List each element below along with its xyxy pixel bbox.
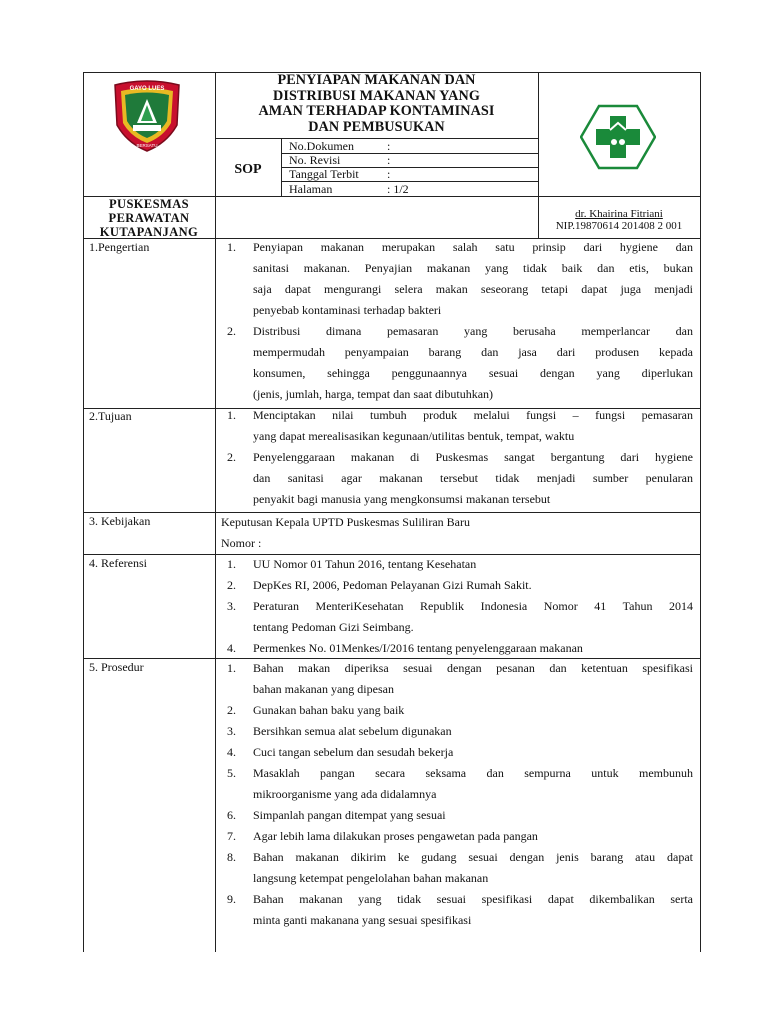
list-item-line: UU Nomor 01 Tahun 2016, tentang Kesehatan (253, 557, 477, 571)
left-logo-text: GAYO LUES (129, 86, 165, 92)
list-item (221, 763, 693, 805)
list-item-number: 1. (227, 557, 236, 571)
list-item-line: langsung ketempat pengelolahan bahan makanan (253, 871, 489, 885)
section-content-referensi (221, 554, 693, 659)
section-label-pengertian: 1.Pengertian (89, 240, 150, 254)
list-item (221, 658, 693, 700)
organization-name (83, 197, 215, 239)
section-label-prosedur: 5. Prosedur (89, 660, 144, 674)
document-title (215, 73, 538, 135)
section-content-prosedur (221, 658, 693, 931)
list-item (221, 321, 693, 405)
list-item-line: Bersihkan semua alat sebelum digunakan (253, 724, 452, 738)
org-line: KUTAPANJANG (99, 225, 199, 239)
list-item-number: 4. (227, 641, 236, 655)
list-item (221, 742, 693, 763)
title-line: AMAN TERHADAP KONTAMINASI (258, 103, 495, 119)
list-item-line: Permenkes No. 01Menkes/I/2016 tentang penyelenggaraan makanan (253, 641, 583, 655)
list-item-line: DepKes RI, 2006, Pedoman Pelayanan Gizi Rumah Sakit. (253, 578, 532, 592)
list-item (221, 721, 693, 742)
list-item (221, 596, 693, 638)
list-item-line: dan sanitasi agar makanan tersebut tidak menjadi sumber penularan (253, 471, 693, 485)
meta-halaman (289, 182, 409, 197)
list-item-line: saja dapat mengurangi selera makan seseorang tetapi dapat juga menjadi (253, 282, 693, 296)
list-item-number: 4. (227, 745, 236, 759)
title-line: PENYIAPAN MAKANAN DAN (277, 72, 476, 88)
section-content-tujuan (221, 405, 693, 510)
list-item (221, 237, 693, 321)
title-line: DAN PEMBUSUKAN (308, 118, 445, 135)
meta-label: No.Dokumen (289, 139, 354, 153)
list-item (221, 805, 693, 826)
list-item (221, 826, 693, 847)
section-label-tujuan: 2.Tujuan (89, 409, 132, 423)
list-item-line: minta ganti makanana yang sesuai spesifikasi (253, 913, 472, 927)
list-item (221, 447, 693, 510)
list-item-line: Distribusi dimana pemasaran yang berusaha memperlancar dan (253, 324, 693, 338)
list-item-number: 9. (227, 892, 236, 906)
numbered-list (221, 554, 693, 659)
meta-value: : 1/2 (387, 182, 409, 196)
list-item-line: konsumen, sehingga penggunaannya sesuai dengan yang diperlukan (253, 366, 693, 380)
list-item (221, 575, 693, 596)
numbered-list (221, 405, 693, 510)
meta-value: : (387, 139, 391, 153)
list-item (221, 638, 693, 659)
list-item-number: 1. (227, 240, 236, 254)
sop-label: SOP (234, 162, 262, 177)
title-line: DISTRIBUSI MAKANAN YANG (273, 87, 480, 104)
numbered-list (221, 658, 693, 931)
section-content-kebijakan (221, 512, 693, 554)
section-label-referensi: 4. Referensi (89, 556, 147, 570)
list-item-number: 5. (227, 766, 236, 780)
list-item-line: Bahan makan diperiksa sesuai dengan pesanan dan ketentuan spesifikasi (253, 661, 693, 675)
list-item-number: 2. (227, 703, 236, 717)
section-label-kebijakan: 3. Kebijakan (89, 514, 151, 528)
list-item-line: Gunakan bahan baku yang baik (253, 703, 405, 717)
list-item-line: (jenis, jumlah, harga, tempat dan saat dibutuhkan) (253, 387, 494, 401)
list-item-line: mikroorganisme yang ada didalamnya (253, 787, 437, 801)
list-item (221, 405, 693, 447)
meta-label: Tanggal Terbit (289, 167, 359, 181)
policy-line: Keputusan Kepala UPTD Puskesmas Suliliran Baru (221, 515, 470, 529)
meta-label: No. Revisi (289, 153, 341, 167)
gayo-lues-logo (107, 79, 187, 154)
list-item-number: 2. (227, 450, 236, 464)
list-item-number: 1. (227, 661, 236, 675)
signatory-nip: NIP.19870614 201408 2 001 (555, 220, 683, 232)
org-line: PERAWATAN (108, 211, 190, 225)
list-item-line: Peraturan MenteriKesehatan Republik Indonesia Nomor 41 Tahun 2014 (253, 599, 693, 613)
sop-document (83, 72, 700, 952)
list-item (221, 554, 693, 575)
list-item-line: penyakit bagi manusia yang mengkonsumsi makanan tersebut (253, 492, 551, 506)
policy-line: Nomor : (221, 536, 262, 550)
list-item-line: Bahan makanan dikirim ke gudang sesuai dengan jenis barang atau dapat (253, 850, 693, 864)
list-item-line: sanitasi makanan. Penyajian makanan yang tidak baik dan etis, bukan (253, 261, 693, 275)
list-item-line: Menciptakan nilai tumbuh produk melalui fungsi – fungsi pemasaran (253, 408, 693, 422)
meta-value: : (387, 167, 391, 181)
meta-value: : (387, 153, 391, 167)
list-item (221, 889, 693, 931)
meta-no-revisi (289, 153, 390, 168)
list-item (221, 847, 693, 889)
list-item-number: 2. (227, 324, 236, 338)
left-logo-bottom-text: BERSATU (136, 143, 158, 148)
list-item-number: 7. (227, 829, 236, 843)
list-item-line: Bahan makanan yang tidak sesuai spesifikasi dapat dikembalikan serta (253, 892, 693, 906)
list-item (221, 700, 693, 721)
list-item-line: Simpanlah pangan ditempat yang sesuai (253, 808, 446, 822)
list-item-line: Cuci tangan sebelum dan sesudah bekerja (253, 745, 454, 759)
list-item-number: 1. (227, 408, 236, 422)
list-item-line: mempermudah penyampaian barang dan jasa dari produsen kepada (253, 345, 693, 359)
list-item-number: 6. (227, 808, 236, 822)
list-item-line: yang dapat merealisasikan kegunaan/utilitas bentuk, tempat, waktu (253, 429, 575, 443)
meta-no-dokumen (289, 139, 390, 154)
list-item-number: 3. (227, 599, 236, 613)
section-content-pengertian (221, 237, 693, 405)
list-item-line: tentang Pedoman Gizi Seimbang. (253, 620, 414, 634)
list-item-number: 8. (227, 850, 236, 864)
puskesmas-logo (580, 104, 656, 170)
list-item-line: Masaklah pangan secara seksama dan sempurna untuk membunuh (253, 766, 693, 780)
list-item-line: penyebab kontaminasi terhadap bakteri (253, 303, 442, 317)
list-item-line: Penyelenggaraan makanan di Puskesmas sangat bergantung dari hygiene (253, 450, 693, 464)
list-item-line: Penyiapan makanan merupakan salah satu prinsip dari hygiene dan (253, 240, 693, 254)
list-item-line: Agar lebih lama dilakukan proses pengawetan pada pangan (253, 829, 538, 843)
list-item-number: 2. (227, 578, 236, 592)
meta-label: Halaman (289, 182, 333, 196)
org-line: PUSKESMAS (108, 197, 189, 211)
signatory-name: dr. Khairina Fitriani (575, 208, 663, 220)
list-item-number: 3. (227, 724, 236, 738)
list-item-line: bahan makanan yang dipesan (253, 682, 394, 696)
meta-tanggal-terbit (289, 167, 390, 182)
numbered-list (221, 237, 693, 405)
